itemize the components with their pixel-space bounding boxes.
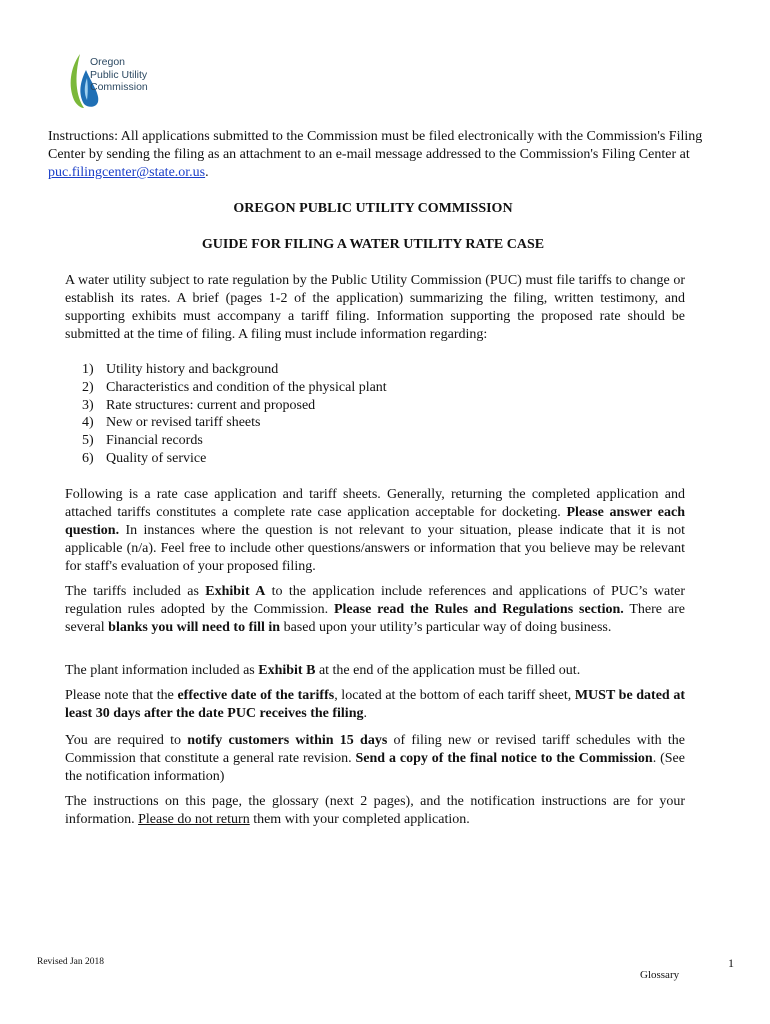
org-title: OREGON PUBLIC UTILITY COMMISSION (233, 201, 513, 216)
instructions-note-paragraph: The instructions on this page, the glossary (next 2 pages), and the notification instructions are for your information. Please do not return them with your completed application. (65, 794, 685, 827)
plant-info-paragraph: The plant information included as Exhibit B at the end of the application must be filled out. (65, 663, 581, 678)
filing-requirements-list (82, 361, 387, 468)
list-item: 1) Utility history and background (82, 362, 279, 377)
application-paragraph: Following is a rate case application and tariff sheets. Generally, returning the completed application and attached tariffs constitutes a complete rate case application acceptable for docketing. Please answer each question. In instances where the question is not relevant to your situation, please indicate that it is not applicable (n/a). Feel free to include other questions/answers or information that you believe may be relevant for staff's evaluation of your proposed filing. (65, 487, 685, 574)
logo-line-commission: Commission (90, 81, 148, 93)
list-item: 6) Quality of service (82, 450, 207, 466)
guide-title: GUIDE FOR FILING A WATER UTILITY RATE CASE (201, 237, 545, 252)
logo-line-oregon: Oregon (90, 56, 126, 68)
filing-center-email-link[interactable]: puc.filingcenter@state.or.us (48, 165, 206, 180)
revised-date: Revised Jan 2018 (37, 957, 105, 967)
instructions-text: Instructions: All applications submitted to the Commission must be filed electronically with the Commission's Filing Center by sending the filing as an attachment to an e-mail message addressed to the Commission's Filing Center at (48, 129, 703, 162)
page-number: 1 (728, 956, 734, 970)
intro-paragraph: A water utility subject to rate regulation by the Public Utility Commission (PUC) must file tariffs to change or establish its rates. A brief (pages 1-2 of the application) summarizing the filing, written testimony, and supporting exhibits must accompany a tariff filing. Information supporting the proposed rate should be submitted at the time of filing. A filing must include information regarding: (65, 273, 685, 342)
logo-line-public-utility: Public Utility (90, 68, 148, 81)
effective-date-paragraph: Please note that the effective date of the tariffs, located at the bottom of each tariff sheet, MUST be dated at least 30 days after the date PUC receives the filing. (65, 688, 686, 721)
notify-customers-paragraph: You are required to notify customers within 15 days of filing new or revised tariff schedules with the Commission that constitute a general rate revision. Send a copy of the final notice to the Commission. (See the notification information) (65, 733, 685, 784)
instructions-end: . (205, 165, 209, 180)
list-item: 2) Characteristics and condition of the physical plant (82, 379, 387, 395)
filing-instructions (48, 128, 708, 182)
list-item: 4) New or revised tariff sheets (82, 415, 261, 431)
tariffs-paragraph: The tariffs included as Exhibit A to the application include references and applications of PUC’s water regulation rules adopted by the Commission. Please read the Rules and Regulations section. There are several blanks you will need to fill in based upon your utility’s particular way of doing business. (65, 584, 685, 635)
logo-text (90, 56, 148, 94)
list-item: 5) Financial records (82, 433, 203, 449)
footer-section-label: Glossary (640, 969, 680, 981)
list-item: 3) Rate structures: current and proposed (82, 397, 316, 413)
